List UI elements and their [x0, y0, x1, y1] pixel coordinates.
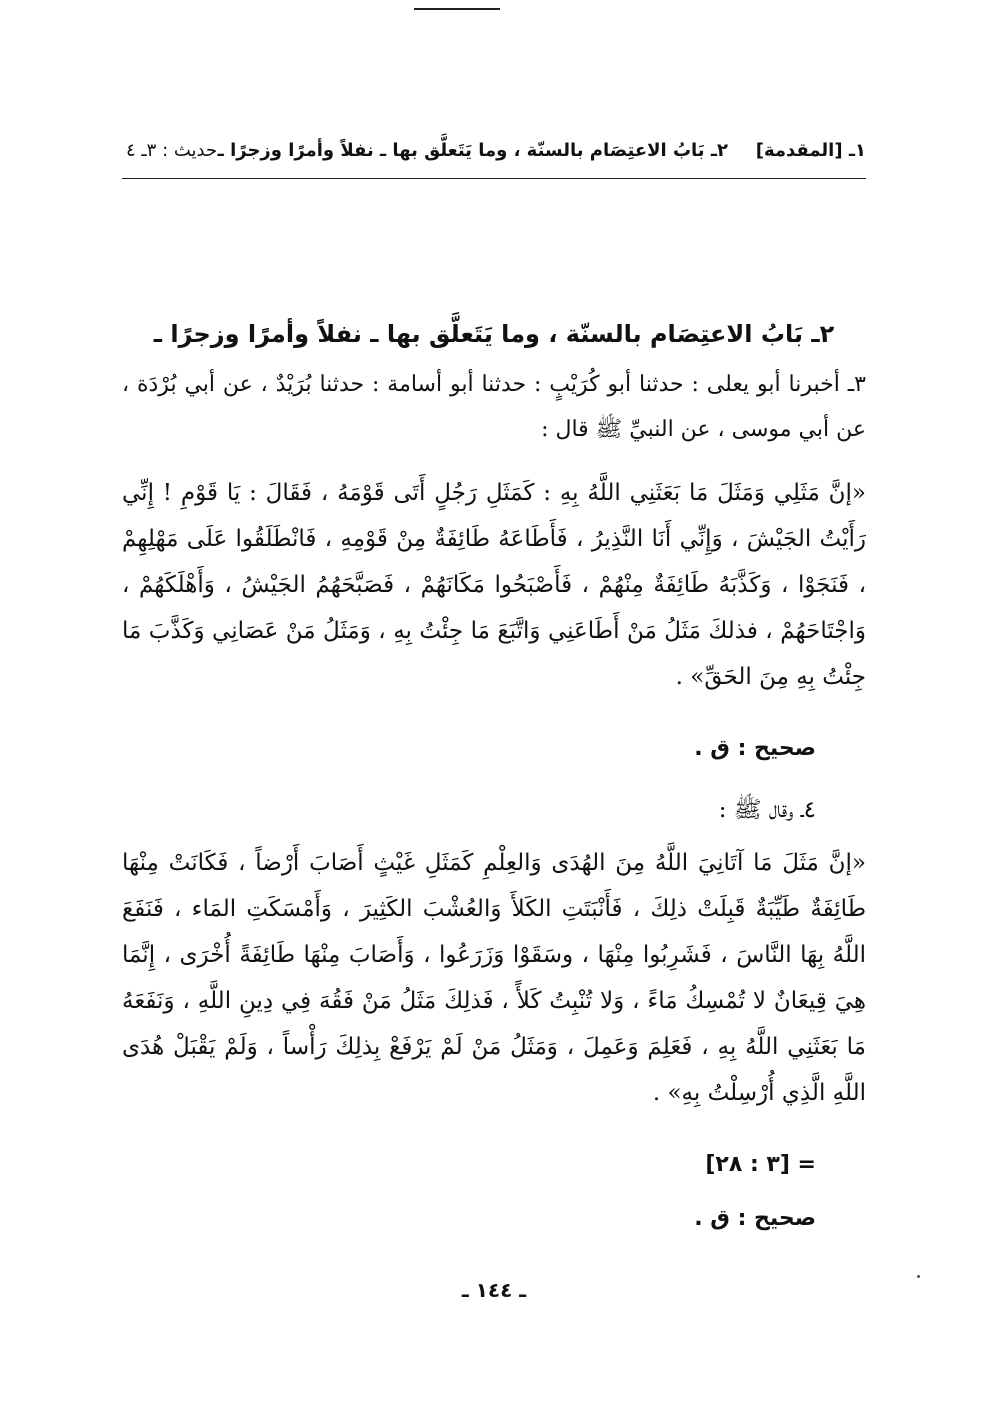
- running-header: [122, 140, 866, 170]
- header-section: ١ـ [المقدمة]: [755, 140, 866, 161]
- page-number: ـ ١٤٤ ـ: [461, 1278, 527, 1302]
- header-chapter: ٢ـ بَابُ الاعتِصَام بالسنّة ، وما يَتَعلَّق بها ـ نفلاً وأمرًا وزجرًا ـ: [217, 140, 728, 161]
- hadith-3-grade: [122, 736, 866, 761]
- hadith-4-matn: [122, 840, 866, 1116]
- chapter-title: ٢ـ بَابُ الاعتِصَام بالسنّة ، وما يَتَعلَّق بها ـ نفلاً وأمرًا وزجرًا ـ: [153, 320, 835, 348]
- hadith-4-intro-text: ٤ـ وقال ﷺ :: [718, 797, 816, 823]
- hadith-4-grade: [122, 1206, 866, 1231]
- scan-speck: [917, 1275, 920, 1278]
- header-rule: [122, 178, 866, 179]
- hadith-3-matn-text: «إنَّ مَثَلِي وَمَثَلَ مَا بَعَثَنِي اللَّهُ بِهِ : كَمَثَلِ رَجُلٍ أَتَى قَوْمَهُ ، فَقَالَ : يَا قَوْمِ ! إِنِّي رَأَيْتُ الجَيْشَ ، وَإِنِّي أَنَا النَّذِيرُ ، فَأَطَاعَهُ طَائِفَةٌ مِنْ قَوْمِهِ ، فَانْطَلَقُوا عَلَى مَهْلِهِمْ ، فَنَجَوْا ، وَكَذَّبَهُ طَائِفَةٌ مِنْهُمْ ، فَأَصْبَحُوا مَكَانَهُمْ ، فَصَبَّحَهُمُ الجَيْشُ ، وَأَهْلَكَهُمْ ، وَاجْتَاحَهُمْ ، فذلكَ مَثَلُ مَنْ أَطَاعَنِي وَاتَّبَعَ مَا جِئْتُ بِهِ ، وَمَثَلُ مَنْ عَصَانِي وَكَذَّبَ مَا جِئْتُ بِهِ مِنَ الحَقِّ» .: [122, 480, 866, 690]
- hadith-4-reference-text: = [٣ : ٢٨]: [705, 1152, 816, 1177]
- top-rule: [414, 8, 500, 10]
- hadith-3-grade-text: صحيح : ق .: [694, 736, 816, 761]
- hadith-4-matn-text: «إنَّ مَثَلَ مَا آتَانِيَ اللَّهُ مِنَ الهُدَى وَالعِلْمِ كَمَثَلِ غَيْثٍ أَصَابَ أَرْضاً ، فَكَانَتْ مِنْهَا طَائِفَةٌ طَيِّبَةٌ قَبِلَتْ ذلِكَ ، فَأَنْبَتَتِ الكَلأَ وَالعُشْبَ الكَثِيرَ ، وَأَمْسَكَتِ المَاء ، فَنَفَعَ اللَّهُ بِهَا النَّاسَ ، فَشَرِبُوا مِنْهَا ، وسَقَوْا وَزَرَعُوا ، وَأَصَابَ مِنْهَا طَائِفَةً أُخْرَى ، إِنَّمَا هِيَ قِيعَانٌ لا تُمْسِكُ مَاءً ، وَلا تُنْبِتُ كَلأً ، فَذلِكَ مَثَلُ مَنْ فَقُهَ فِي دِينِ اللَّهِ ، وَنَفَعَهُ مَا بَعَثَنِي اللَّهُ بِهِ ، فَعَلِمَ وَعَمِلَ ، وَمَثَلُ مَنْ لَمْ يَرْفَعْ بِذلِكَ رَأْساً ، وَلَمْ يَقْبَلْ هُدَى اللَّهِ الَّذِي أُرْسِلْتُ بِهِ» .: [122, 850, 866, 1106]
- hadith-4-intro: [122, 788, 866, 833]
- hadith-4-grade-text: صحيح : ق .: [694, 1206, 816, 1231]
- hadith-3-isnad-text: ٣ـ أخبرنا أبو يعلى : حدثنا أبو كُرَيْبٍ : حدثنا أبو أسامة : حدثنا بُرَيْدٌ ، عن أبي بُرْدَة ، عن أبي موسى ، عن النبيِّ ﷺ قال :: [122, 372, 866, 442]
- hadith-3-matn: [122, 470, 866, 700]
- hadith-4-reference: [122, 1152, 866, 1177]
- hadith-3-isnad: [122, 362, 866, 452]
- header-hadith-ref: حديث : ٣ـ ٤: [126, 140, 218, 161]
